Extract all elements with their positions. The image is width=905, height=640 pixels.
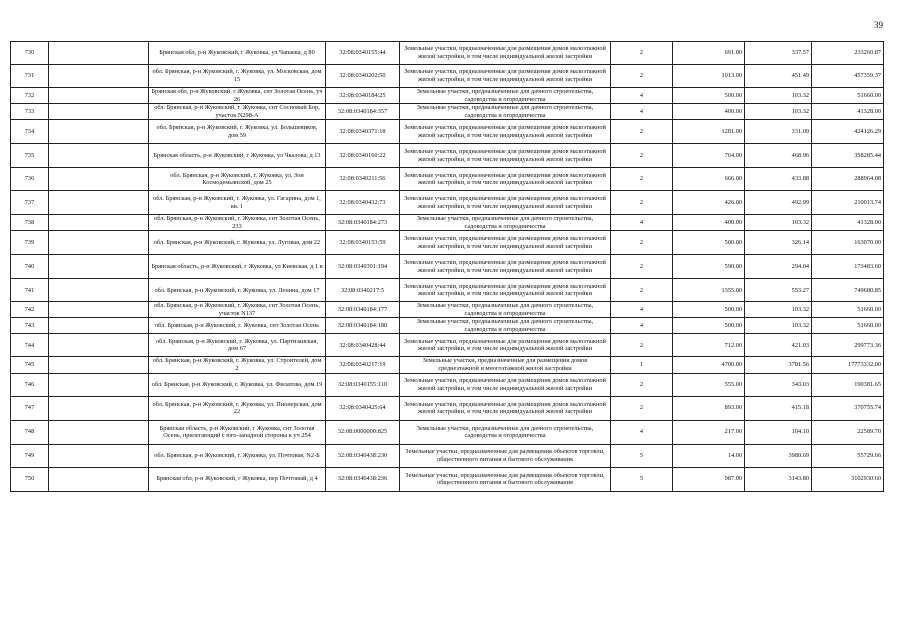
group-cell: 4 (611, 88, 673, 104)
land-use-cell: Земельные участки, предназначенные для дачного строительства, садоводства и огородничества (400, 318, 611, 334)
land-use-cell: Земельные участки, предназначенные для размещения домов малоэтажной жилой застройки, в том числе индивидуальной жилой застройки (400, 231, 611, 255)
area-cell: 4700.00 (673, 357, 745, 373)
cadastral-value-cell: 41328.00 (812, 215, 884, 231)
area-cell: 400.00 (673, 104, 745, 120)
group-cell: 4 (611, 302, 673, 318)
group-cell: 2 (611, 168, 673, 191)
cadastral-number-cell: 32:08:0340211:56 (326, 168, 400, 191)
cadastral-number-cell: 32:08:0340217:19 (326, 357, 400, 373)
specific-value-cell: 433.88 (745, 168, 812, 191)
spacer-cell (49, 88, 149, 104)
group-cell: 2 (611, 373, 673, 396)
cadastral-number-cell: 32:08:0340432:73 (326, 191, 400, 215)
area-cell: 14.00 (673, 444, 745, 467)
area-cell: 500.00 (673, 318, 745, 334)
cadastral-value-cell: 749680.85 (812, 279, 884, 302)
land-use-cell: Земельные участки, предназначенные для размещения домов малоэтажной жилой застройки, в том числе индивидуальной жилой застройки (400, 334, 611, 357)
spacer-cell (49, 279, 149, 302)
cadastral-value-cell: 358285.44 (812, 144, 884, 168)
specific-value-cell: 326.14 (745, 231, 812, 255)
cadastral-value-cell: 424126.29 (812, 120, 884, 144)
address-cell: Брянская обл, р-н Жуковский, г Жуковка, снт Золотая Осень, уч 26 (149, 88, 326, 104)
land-use-cell: Земельные участки, предназначенные для дачного строительства, садоводства и огородничества (400, 215, 611, 231)
table-body (11, 42, 884, 492)
land-use-cell: Земельные участки, предназначенные для размещения домов малоэтажной жилой застройки, в том числе индивидуальной жилой застройки (400, 191, 611, 215)
cadastral-number-cell: 32:08:0340184:180 (326, 318, 400, 334)
spacer-cell (49, 444, 149, 467)
spacer-cell (49, 373, 149, 396)
table-row (11, 396, 884, 420)
group-cell: 2 (611, 396, 673, 420)
cadastral-number-cell: 32:08:0340184:273 (326, 215, 400, 231)
land-use-cell: Земельные участки, предназначенные для размещения домов малоэтажной жилой застройки, в том числе индивидуальной жилой застройки (400, 120, 611, 144)
table-row (11, 88, 884, 104)
land-use-cell: Земельные участки, предназначенные для размещения домов малоэтажной жилой застройки, в том числе индивидуальной жилой застройки (400, 144, 611, 168)
spacer-cell (49, 65, 149, 88)
specific-value-cell: 343.03 (745, 373, 812, 396)
cadastral-value-table (10, 41, 884, 492)
table-row (11, 120, 884, 144)
specific-value-cell: 492.99 (745, 191, 812, 215)
cadastral-value-cell: 55729.66 (812, 444, 884, 467)
row-number: 745 (11, 357, 49, 373)
cadastral-value-cell: 210013.74 (812, 191, 884, 215)
land-use-cell: Земельные участки, предназначенные для размещения объектов торговли, общественного питания и бытового обслуживания (400, 444, 611, 467)
specific-value-cell: 421.03 (745, 334, 812, 357)
address-cell: обл. Брянская, р-н Жуковский, г. Жуковка, ул. Строителей, дом 2 (149, 357, 326, 373)
spacer-cell (49, 318, 149, 334)
spacer-cell (49, 396, 149, 420)
row-number: 750 (11, 467, 49, 491)
row-number: 748 (11, 420, 49, 444)
land-use-cell: Земельные участки, предназначенные для дачного строительства, садоводства и огородничества (400, 88, 611, 104)
cadastral-number-cell: 32:08:0340371:18 (326, 120, 400, 144)
area-cell: 691.00 (673, 42, 745, 65)
spacer-cell (49, 467, 149, 491)
table-row (11, 104, 884, 120)
address-cell: обл. Брянская, р-н Жуковский, г. Жуковка, ул. Филатова, дом 19 (149, 373, 326, 396)
area-cell: 1013.00 (673, 65, 745, 88)
area-cell: 712.00 (673, 334, 745, 357)
cadastral-number-cell: 32:08:0340153:59 (326, 231, 400, 255)
spacer-cell (49, 144, 149, 168)
cadastral-number-cell: 32:08:0340160:22 (326, 144, 400, 168)
row-number: 732 (11, 88, 49, 104)
table-row (11, 215, 884, 231)
cadastral-value-cell: 163070.00 (812, 231, 884, 255)
cadastral-value-cell: 22589.70 (812, 420, 884, 444)
cadastral-number-cell: 32:08:0340184:25 (326, 88, 400, 104)
group-cell: 5 (611, 467, 673, 491)
row-number: 741 (11, 279, 49, 302)
cadastral-value-cell: 17773332.00 (812, 357, 884, 373)
row-number: 734 (11, 120, 49, 144)
specific-value-cell: 468.96 (745, 144, 812, 168)
land-use-cell: Земельные участки, предназначенные для размещения объектов торговли, общественного питания и бытового обслуживания (400, 467, 611, 491)
table-row (11, 444, 884, 467)
table-row (11, 144, 884, 168)
area-cell: 1355.00 (673, 279, 745, 302)
group-cell: 2 (611, 231, 673, 255)
address-cell: обл. Брянская, р-н Жуковский, г. Жуковка, снт Сосновый Бор, участок N298-А (149, 104, 326, 120)
specific-value-cell: 331.09 (745, 120, 812, 144)
address-cell: Брянская обл, р-н Жуковский, г Жуковка, пер Почтовый, д 4 (149, 467, 326, 491)
cadastral-number-cell: 32:08:0340438:236 (326, 467, 400, 491)
cadastral-value-cell: 51660.00 (812, 88, 884, 104)
address-cell: Брянская область, р-н Жуковский, г Жуковка, ул Чкалова, д 13 (149, 144, 326, 168)
spacer-cell (49, 120, 149, 144)
address-cell: Брянская область, р-н Жуковский, г Жуковка, снт Золотая Осень, прилегающий с юго-западной стороны к уч 254 (149, 420, 326, 444)
land-use-cell: Земельные участки, предназначенные для размещения домов малоэтажной жилой застройки, в том числе индивидуальной жилой застройки (400, 396, 611, 420)
table-row (11, 279, 884, 302)
land-use-cell: Земельные участки, предназначенные для дачного строительства, садоводства и огородничества (400, 302, 611, 318)
group-cell: 2 (611, 279, 673, 302)
land-use-cell: Земельные участки, предназначенные для размещения домов малоэтажной жилой застройки, в том числе индивидуальной жилой застройки (400, 279, 611, 302)
land-use-cell: Земельные участки, предназначенные для размещения домов малоэтажной жилой застройки, в том числе индивидуальной жилой застройки (400, 42, 611, 65)
table-row (11, 373, 884, 396)
spacer-cell (49, 191, 149, 215)
specific-value-cell: 294.04 (745, 255, 812, 279)
row-number: 746 (11, 373, 49, 396)
cadastral-value-cell: 51660.00 (812, 302, 884, 318)
land-use-cell: Земельные участки, предназначенные для размещения домов среднеэтажной и многоэтажной жилой застройки (400, 357, 611, 373)
group-cell: 5 (611, 444, 673, 467)
table-row (11, 420, 884, 444)
area-cell: 500.00 (673, 231, 745, 255)
specific-value-cell: 103.32 (745, 104, 812, 120)
group-cell: 2 (611, 191, 673, 215)
area-cell: 590.00 (673, 255, 745, 279)
specific-value-cell: 104.10 (745, 420, 812, 444)
row-number: 740 (11, 255, 49, 279)
land-use-cell: Земельные участки, предназначенные для размещения домов малоэтажной жилой застройки, в том числе индивидуальной жилой застройки (400, 255, 611, 279)
land-use-cell: Земельные участки, предназначенные для дачного строительства, садоводства и огородничества (400, 104, 611, 120)
row-number: 730 (11, 42, 49, 65)
cadastral-number-cell: 32:08:0340425:64 (326, 396, 400, 420)
table-row (11, 65, 884, 88)
group-cell: 1 (611, 357, 673, 373)
table-row (11, 168, 884, 191)
area-cell: 217.00 (673, 420, 745, 444)
address-cell: обл. Брянская, р-н Жуковский, г. Жуковка, ул. Партизанская, дом 67 (149, 334, 326, 357)
row-number: 747 (11, 396, 49, 420)
address-cell: обл. Брянская, р-н Жуковский, г. Жуковка, ул. Гагарина, дом 1, кв. 1 (149, 191, 326, 215)
land-use-cell: Земельные участки, предназначенные для размещения домов малоэтажной жилой застройки, в том числе индивидуальной жилой застройки (400, 373, 611, 396)
area-cell: 764.00 (673, 144, 745, 168)
table-row (11, 318, 884, 334)
group-cell: 4 (611, 215, 673, 231)
cadastral-number-cell: 32:08:0000000:825 (326, 420, 400, 444)
cadastral-value-cell: 51660.00 (812, 318, 884, 334)
spacer-cell (49, 104, 149, 120)
row-number: 733 (11, 104, 49, 120)
address-cell: обл. Брянская, р-н Жуковский, г. Жуковка, снт Золотая Осень (149, 318, 326, 334)
area-cell: 500.00 (673, 88, 745, 104)
address-cell: Брянская область, р-н Жуковский, г Жуковка, ул Киевская, д 1 в (149, 255, 326, 279)
row-number: 739 (11, 231, 49, 255)
address-cell: обл. Брянская, р-н Жуковский, г. Жуковка, ул. Зои Космодемьянской, дом 25 (149, 168, 326, 191)
spacer-cell (49, 215, 149, 231)
specific-value-cell: 337.57 (745, 42, 812, 65)
group-cell: 2 (611, 144, 673, 168)
cadastral-number-cell: 32:08:0340217:5 (326, 279, 400, 302)
specific-value-cell: 3143.80 (745, 467, 812, 491)
cadastral-number-cell: 32:08:0340184:177 (326, 302, 400, 318)
table-row (11, 191, 884, 215)
land-use-cell: Земельные участки, предназначенные для размещения домов малоэтажной жилой застройки, в том числе индивидуальной жилой застройки (400, 65, 611, 88)
spacer-cell (49, 357, 149, 373)
land-use-cell: Земельные участки, предназначенные для дачного строительства, садоводства и огородничества (400, 420, 611, 444)
spacer-cell (49, 302, 149, 318)
address-cell: обл. Брянская, р-н Жуковский, г. Жуковка, ул. Ленина, дом 17 (149, 279, 326, 302)
row-number: 744 (11, 334, 49, 357)
table-row (11, 334, 884, 357)
area-cell: 500.00 (673, 302, 745, 318)
area-cell: 400.00 (673, 215, 745, 231)
cadastral-value-cell: 190381.65 (812, 373, 884, 396)
specific-value-cell: 415.18 (745, 396, 812, 420)
specific-value-cell: 103.32 (745, 302, 812, 318)
group-cell: 4 (611, 420, 673, 444)
land-use-cell: Земельные участки, предназначенные для размещения домов малоэтажной жилой застройки, в том числе индивидуальной жилой застройки (400, 168, 611, 191)
row-number: 749 (11, 444, 49, 467)
cadastral-number-cell: 32:08:0340184:357 (326, 104, 400, 120)
group-cell: 2 (611, 120, 673, 144)
cadastral-value-cell: 173483.60 (812, 255, 884, 279)
cadastral-number-cell: 32:08:0340438:230 (326, 444, 400, 467)
table-row (11, 42, 884, 65)
spacer-cell (49, 42, 149, 65)
row-number: 738 (11, 215, 49, 231)
page-number: 39 (874, 20, 883, 30)
specific-value-cell: 103.32 (745, 215, 812, 231)
cadastral-number-cell: 32:08:0340391:194 (326, 255, 400, 279)
table-row (11, 255, 884, 279)
group-cell: 2 (611, 42, 673, 65)
row-number: 731 (11, 65, 49, 88)
address-cell: обл. Брянская, р-н Жуковский, г. Жуковка, ул. Большевиков, дом 59 (149, 120, 326, 144)
address-cell: обл. Брянская, р-н Жуковский, г. Жуковка, снт Золотая Осень, участок N137 (149, 302, 326, 318)
address-cell: обл. Брянская, р-н Жуковский, г. Жуковка, снт Золотая Осень, 233 (149, 215, 326, 231)
specific-value-cell: 553.27 (745, 279, 812, 302)
address-cell: обл. Брянская, р-н Жуковский, г. Жуковка, ул. Пионерская, дом 22 (149, 396, 326, 420)
table-row (11, 302, 884, 318)
specific-value-cell: 451.49 (745, 65, 812, 88)
address-cell: обл. Брянская, р-н Жуковский, г. Жуковка, ул. Почтовая, N2-Б (149, 444, 326, 467)
row-number: 736 (11, 168, 49, 191)
cadastral-value-cell: 457359.37 (812, 65, 884, 88)
cadastral-number-cell: 32:08:0340155:44 (326, 42, 400, 65)
row-number: 737 (11, 191, 49, 215)
area-cell: 426.00 (673, 191, 745, 215)
address-cell: обл. Брянская, р-н Жуковский, г. Жуковка, ул. Московская, дом 15 (149, 65, 326, 88)
cadastral-value-cell: 3102930.60 (812, 467, 884, 491)
spacer-cell (49, 420, 149, 444)
cadastral-value-cell: 41328.00 (812, 104, 884, 120)
area-cell: 1281.00 (673, 120, 745, 144)
group-cell: 2 (611, 334, 673, 357)
cadastral-number-cell: 32:08:0340202:50 (326, 65, 400, 88)
spacer-cell (49, 168, 149, 191)
specific-value-cell: 3980.69 (745, 444, 812, 467)
row-number: 743 (11, 318, 49, 334)
spacer-cell (49, 231, 149, 255)
cadastral-value-cell: 288964.08 (812, 168, 884, 191)
area-cell: 987.00 (673, 467, 745, 491)
area-cell: 555.00 (673, 373, 745, 396)
table-row (11, 467, 884, 491)
specific-value-cell: 103.32 (745, 88, 812, 104)
spacer-cell (49, 334, 149, 357)
row-number: 735 (11, 144, 49, 168)
table-row (11, 231, 884, 255)
specific-value-cell: 103.32 (745, 318, 812, 334)
specific-value-cell: 3781.56 (745, 357, 812, 373)
table-row (11, 357, 884, 373)
cadastral-value-cell: 299773.36 (812, 334, 884, 357)
cadastral-value-cell: 233260.87 (812, 42, 884, 65)
group-cell: 2 (611, 255, 673, 279)
row-number: 742 (11, 302, 49, 318)
address-cell: обл. Брянская, р-н Жуковский, г. Жуковка, ул. Луговая, дом 22 (149, 231, 326, 255)
group-cell: 4 (611, 318, 673, 334)
area-cell: 666.00 (673, 168, 745, 191)
address-cell: Брянская обл, р-н Жуковский, г Жуковка, ул Чапаева, д 80 (149, 42, 326, 65)
group-cell: 4 (611, 104, 673, 120)
group-cell: 2 (611, 65, 673, 88)
cadastral-number-cell: 32:08:0340428:44 (326, 334, 400, 357)
spacer-cell (49, 255, 149, 279)
area-cell: 893.00 (673, 396, 745, 420)
cadastral-number-cell: 32:08:0340155:110 (326, 373, 400, 396)
cadastral-value-cell: 370755.74 (812, 396, 884, 420)
